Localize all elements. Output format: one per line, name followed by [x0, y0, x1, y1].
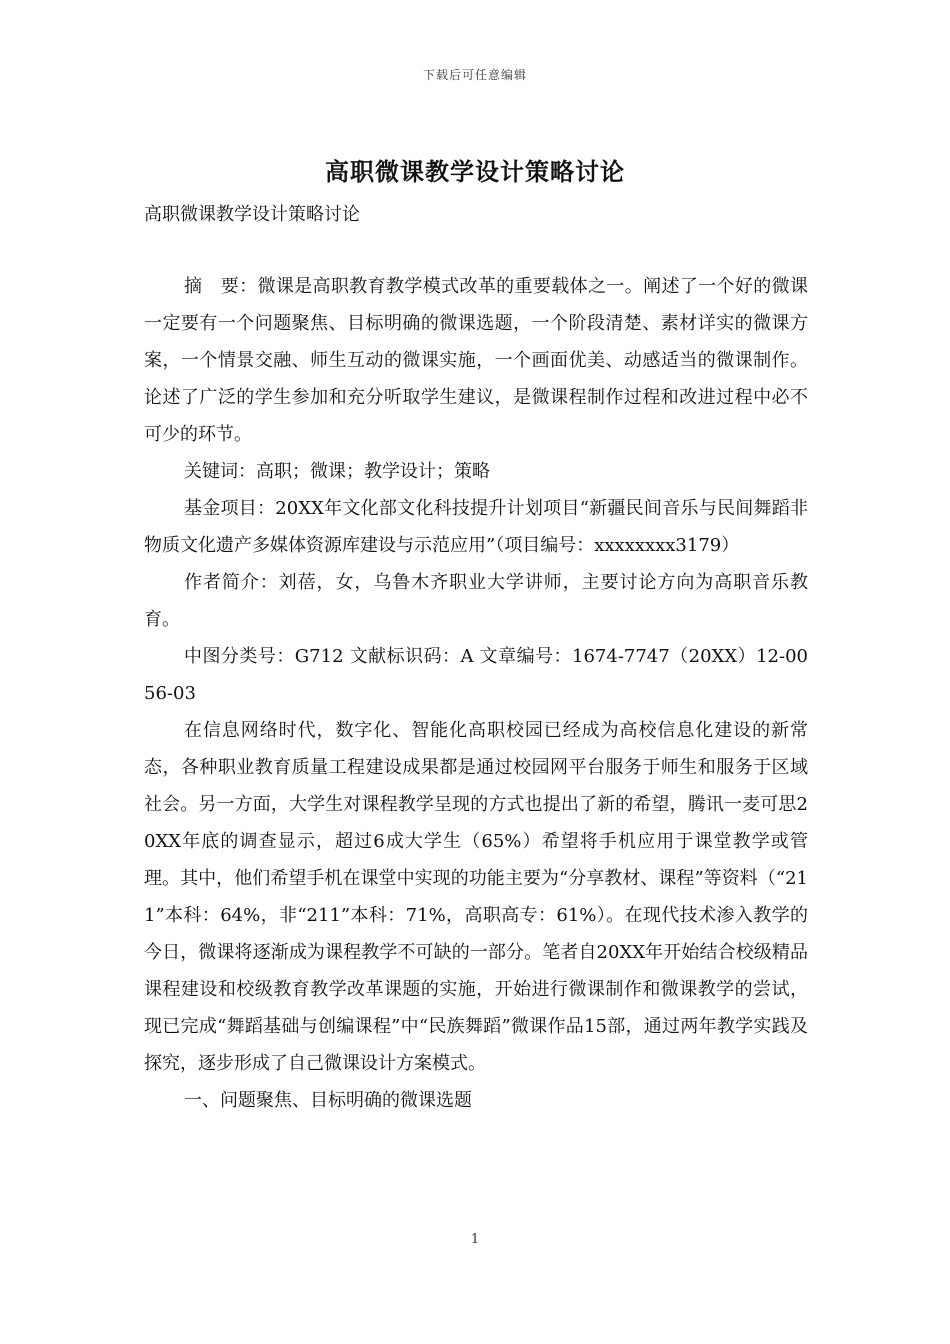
document-title: 高职微课教学设计策略讨论 [325, 157, 625, 186]
page-number: 1 [470, 1232, 480, 1247]
keywords-paragraph: 关键词：高职；微课；教学设计；策略 [184, 461, 490, 482]
classification-paragraph: 中图分类号：G712 文献标识码：A 文章编号：1674-7747（20XX）12-0056-03 [144, 646, 808, 704]
abstract-paragraph: 摘 要：微课是高职教育教学模式改革的重要载体之一。阐述了一个好的微课一定要有一个问题聚焦、目标明确的微课选题，一个阶段清楚、素材详实的微课方案，一个情景交融、师生互动的微课实施，一个画面优美、动感适当的微课制作。论述了广泛的学生参加和充分听取学生建议，是微课程制作过程和改进过程中必不可少的环节。 [144, 276, 808, 445]
intro-paragraph: 在信息网络时代，数字化、智能化高职校园已经成为高校信息化建设的新常态，各种职业教育质量工程建设成果都是通过校园网平台服务于师生和服务于区域社会。另一方面，大学生对课程教学呈现的方式也提出了新的希望，腾讯一麦可思20XX年底的调查显示，超过6成大学生（65%）希望将手机应用于课堂教学或管理。其中，他们希望手机在课堂中实现的功能主要为“分享教材、课程”等资料（“211”本科：64%，非“211”本科：71%，高职高专：61%）。在现代技术渗入教学的今日，微课将逐渐成为课程教学不可缺的一部分。笔者自20XX年开始结合校级精品课程建设和校级教育教学改革课题的实施，开始进行微课制作和微课教学的尝试，现已完成“舞蹈基础与创编课程”中“民族舞蹈”微课作品15部，通过两年教学实践及探究，逐步形成了自己微课设计方案模式。 [144, 720, 808, 1074]
header-note: 下载后可任意编辑 [422, 68, 527, 82]
document-body [144, 268, 808, 1119]
document-subtitle: 高职微课教学设计策略讨论 [144, 204, 360, 225]
funding-paragraph: 基金项目：20XX年文化部文化科技提升计划项目“新疆民间音乐与民间舞蹈非物质文化遗产多媒体资源库建设与示范应用”（项目编号：xxxxxxxx3179） [144, 498, 808, 556]
author-paragraph: 作者简介：刘蓓，女，乌鲁木齐职业大学讲师，主要讨论方向为高职音乐教育。 [144, 572, 808, 630]
section-heading: 一、问题聚焦、目标明确的微课选题 [184, 1090, 472, 1111]
